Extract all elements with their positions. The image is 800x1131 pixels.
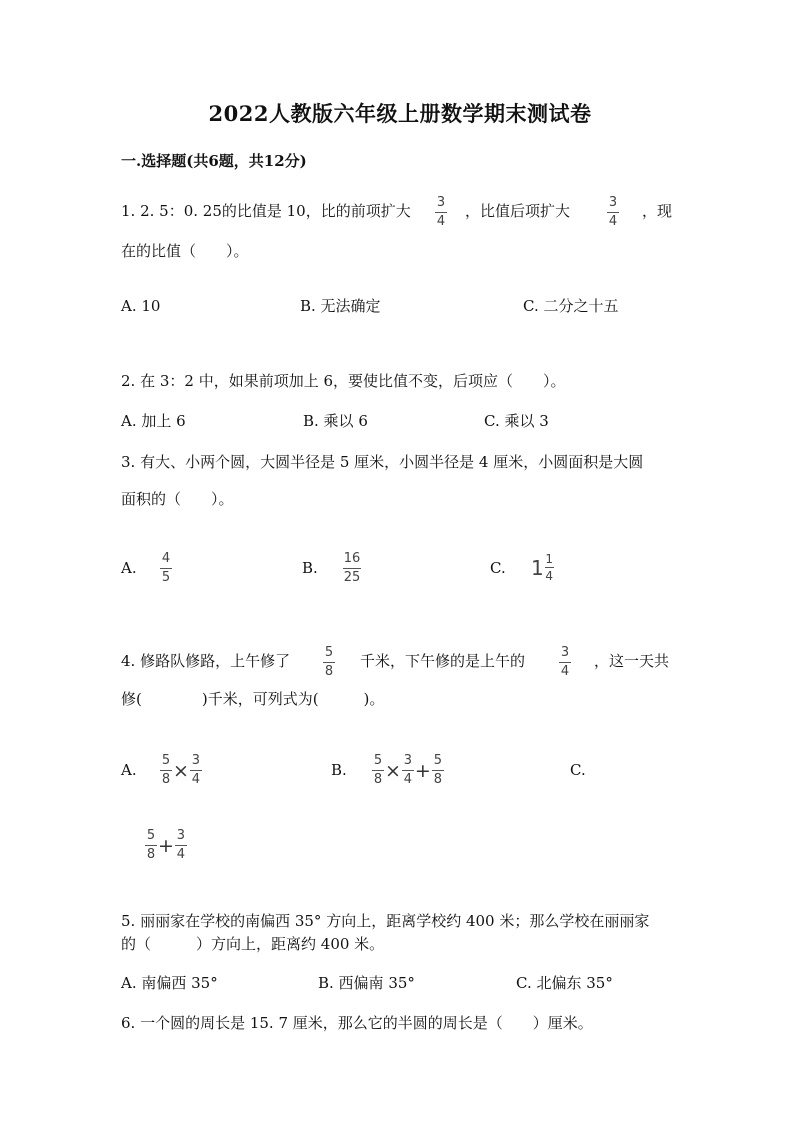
mixed-fraction [545, 553, 554, 582]
fraction-numerator: 5 [146, 828, 156, 843]
fraction-numerator: 3 [191, 753, 201, 768]
q4-line1-part2: 千米，下午修的是上午的 [360, 652, 526, 670]
q4-option-a-expression[interactable] [160, 754, 202, 787]
times-operator: × [173, 759, 189, 782]
section-heading: 一.选择题(共6题，共12分) [121, 152, 307, 170]
q2-option-b[interactable]: B. 乘以 6 [303, 412, 368, 430]
expr-fraction [190, 754, 202, 787]
expr-fraction [175, 829, 187, 862]
fraction-bar [145, 845, 157, 846]
fraction-bar [323, 662, 335, 663]
fraction-denominator: 4 [191, 772, 201, 787]
fraction-denominator: 8 [146, 847, 156, 862]
fraction-numerator: 5 [161, 753, 171, 768]
expr-fraction [372, 754, 384, 787]
fraction-numerator: 3 [176, 828, 186, 843]
fraction-numerator: 5 [324, 645, 334, 660]
fraction-numerator: 4 [161, 551, 171, 566]
q1-option-c[interactable]: C. 二分之十五 [523, 297, 619, 315]
times-operator: × [385, 759, 401, 782]
fraction-bar [160, 568, 172, 569]
q3-option-a-label[interactable]: A. [121, 559, 137, 577]
fraction-bar [435, 212, 447, 213]
fraction-bar [160, 770, 172, 771]
q4-option-b-label[interactable]: B. [331, 761, 347, 779]
q4-option-c-label[interactable]: C. [570, 761, 586, 779]
fraction-numerator: 3 [403, 753, 413, 768]
fraction-bar [559, 662, 571, 663]
fraction-bar [607, 212, 619, 213]
q1-line1-part2: ，比值后项扩大 [465, 202, 571, 220]
q4-option-c-expression[interactable] [145, 829, 187, 862]
q4-fraction-1 [323, 646, 335, 679]
plus-operator: + [158, 834, 174, 857]
fraction-denominator: 8 [161, 772, 171, 787]
q5-line2: 的（ ）方向上，距离约 400 米。 [121, 935, 385, 953]
q5-option-a[interactable]: A. 南偏西 35° [121, 974, 218, 992]
fraction-numerator: 3 [608, 195, 618, 210]
q4-fraction-2 [559, 646, 571, 679]
expr-fraction [402, 754, 414, 787]
q2-text: 2. 在 3：2 中，如果前项加上 6，要使比值不变，后项应（ ）。 [121, 372, 566, 390]
q1-line1-part1: 1. 2. 5：0. 25的比值是 10，比的前项扩大 [121, 202, 411, 220]
q5-option-b[interactable]: B. 西偏南 35° [318, 974, 415, 992]
fraction-denominator: 4 [403, 772, 413, 787]
mixed-whole: 1 [531, 555, 544, 580]
fraction-denominator: 4 [560, 664, 570, 679]
fraction-bar [545, 567, 554, 568]
fraction-denominator: 8 [433, 772, 442, 787]
q1-line2: 在的比值（ ）。 [121, 242, 249, 260]
q3-option-b-fraction[interactable] [343, 552, 361, 585]
expr-fraction [432, 754, 444, 787]
fraction-numerator: 5 [433, 753, 442, 768]
q2-option-a[interactable]: A. 加上 6 [121, 412, 186, 430]
fraction-denominator: 4 [176, 847, 186, 862]
fraction-denominator: 8 [324, 664, 334, 679]
expr-fraction [145, 829, 157, 862]
fraction-numerator: 3 [436, 195, 446, 210]
q3-option-a-fraction[interactable] [160, 552, 172, 585]
fraction-numerator: 5 [373, 753, 383, 768]
q6-text: 6. 一个圆的周长是 15. 7 厘米，那么它的半圆的周长是（ ）厘米。 [121, 1014, 593, 1032]
q1-fraction-2 [607, 196, 619, 229]
plus-operator: + [414, 759, 431, 782]
q4-line1-part1: 4. 修路队修路，上午修了 [121, 652, 291, 670]
page-title: 2022人教版六年级上册数学期末测试卷 [208, 101, 592, 126]
q4-line2: 修( )千米，可列式为( )。 [121, 690, 385, 708]
q3-line1: 3. 有大、小两个圆，大圆半径是 5 厘米，小圆半径是 4 厘米，小圆面积是大圆 [121, 453, 644, 471]
fraction-numerator: 3 [560, 645, 570, 660]
fraction-denominator: 4 [436, 214, 446, 229]
fraction-numerator: 1 [545, 552, 554, 566]
fraction-denominator: 4 [608, 214, 618, 229]
q5-line1: 5. 丽丽家在学校的南偏西 35° 方向上，距离学校约 400 米；那么学校在丽丽家 [121, 912, 650, 930]
expr-fraction [160, 754, 172, 787]
q1-line1-part3: ，现 [642, 202, 673, 220]
q4-option-b-expression[interactable] [372, 754, 444, 787]
q5-option-c[interactable]: C. 北偏东 35° [516, 974, 613, 992]
fraction-bar [175, 845, 187, 846]
q3-option-c-mixed-number[interactable] [531, 553, 554, 582]
fraction-bar [402, 770, 414, 771]
fraction-bar [432, 770, 444, 771]
fraction-denominator: 4 [545, 569, 554, 583]
fraction-bar [190, 770, 202, 771]
q3-option-b-label[interactable]: B. [302, 559, 318, 577]
q4-option-a-label[interactable]: A. [121, 761, 137, 779]
q3-option-c-label[interactable]: C. [490, 559, 506, 577]
fraction-bar [343, 568, 361, 569]
q3-line2: 面积的（ ）。 [121, 490, 234, 508]
q4-line1-part3: ，这一天共 [594, 652, 670, 670]
q1-option-a[interactable]: A. 10 [121, 297, 161, 315]
fraction-bar [372, 770, 384, 771]
q1-fraction-1 [435, 196, 447, 229]
fraction-numerator: 16 [343, 551, 361, 566]
q2-option-c[interactable]: C. 乘以 3 [484, 412, 549, 430]
fraction-denominator: 25 [343, 570, 361, 585]
q1-option-b[interactable]: B. 无法确定 [300, 297, 381, 315]
fraction-denominator: 8 [373, 772, 383, 787]
fraction-denominator: 5 [161, 570, 171, 585]
